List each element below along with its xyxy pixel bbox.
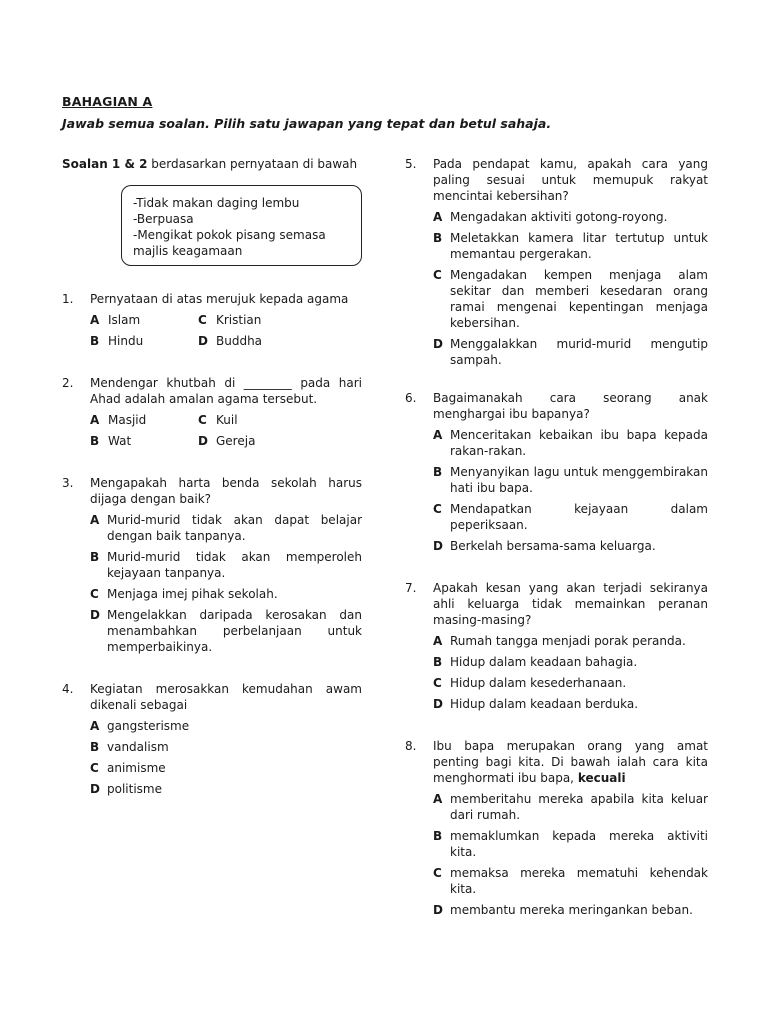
option-letter: B bbox=[90, 740, 100, 754]
option-letter: A bbox=[433, 634, 443, 648]
option-text: memaksa mereka mematuhi kehendak kita. bbox=[450, 866, 708, 896]
option bbox=[433, 654, 708, 670]
question-number: 5. bbox=[405, 157, 417, 171]
option-text: Wat bbox=[108, 434, 132, 448]
intro-line bbox=[62, 156, 362, 172]
question-6 bbox=[405, 390, 708, 554]
option bbox=[433, 209, 708, 225]
option-letter: C bbox=[433, 676, 442, 690]
question-4 bbox=[62, 681, 362, 797]
option bbox=[90, 549, 362, 581]
option-text: Menyanyikan lagu untuk menggembirakan hati ibu bapa. bbox=[450, 465, 708, 495]
question-2 bbox=[62, 375, 362, 449]
option-text: Menggalakkan murid-murid mengutip sampah. bbox=[450, 337, 708, 367]
option-letter: B bbox=[433, 655, 443, 669]
option-text: Murid-murid tidak akan dapat belajar dengan baik tanpanya. bbox=[107, 513, 362, 543]
option-text: Mengadakan aktiviti gotong-royong. bbox=[450, 210, 668, 224]
instruction-text: Jawab semua soalan. Pilih satu jawapan yang tepat dan betul sahaja. bbox=[62, 116, 552, 131]
question-number: 4. bbox=[62, 682, 74, 696]
option-letter: C bbox=[433, 866, 442, 880]
option-letter: B bbox=[90, 334, 100, 348]
option-text: Menjaga imej pihak sekolah. bbox=[107, 587, 278, 601]
option-text: membantu mereka meringankan beban. bbox=[450, 903, 693, 917]
option-text: Gereja bbox=[216, 434, 256, 448]
option-letter: B bbox=[433, 465, 443, 479]
option-letter: B bbox=[433, 829, 443, 843]
option-letter: B bbox=[433, 231, 443, 245]
question-number: 6. bbox=[405, 391, 417, 405]
option bbox=[433, 464, 708, 496]
option bbox=[433, 230, 708, 262]
option-letter: A bbox=[433, 792, 443, 806]
option-letter: B bbox=[90, 434, 100, 448]
option-text: Hidup dalam keadaan berduka. bbox=[450, 697, 639, 711]
option-text: Hidup dalam kesederhanaan. bbox=[450, 676, 627, 690]
statement-line: -Tidak makan daging lembu bbox=[133, 196, 300, 210]
option bbox=[433, 633, 708, 649]
option bbox=[90, 739, 362, 755]
option-text: Mengelakkan daripada kerosakan dan menambahkan perbelanjaan untuk memperbaikinya. bbox=[107, 608, 362, 654]
option-text: Kuil bbox=[216, 413, 238, 427]
option bbox=[90, 512, 362, 544]
option-text: animisme bbox=[107, 761, 166, 775]
option-letter: D bbox=[90, 608, 100, 622]
option-letter: C bbox=[433, 502, 442, 516]
question-number: 1. bbox=[62, 292, 74, 306]
option-letter: D bbox=[198, 434, 208, 448]
question-stem: Pada pendapat kamu, apakah cara yang paling sesuai untuk memupuk rakyat mencintai kebersihan? bbox=[433, 157, 708, 203]
option bbox=[433, 267, 708, 331]
option-text: Mengadakan kempen menjaga alam sekitar dan memberi kesedaran orang ramai mengenai kepentingan menjaga kebersihan. bbox=[450, 268, 708, 330]
option-letter: C bbox=[90, 761, 99, 775]
question-stem: Bagaimanakah cara seorang anak menghargai ibu bapanya? bbox=[433, 391, 708, 421]
option bbox=[90, 718, 362, 734]
option-letter: C bbox=[198, 413, 207, 427]
option-text: Menceritakan kebaikan ibu bapa kepada rakan-rakan. bbox=[450, 428, 708, 458]
question-8 bbox=[405, 738, 708, 918]
option-letter: C bbox=[198, 313, 207, 327]
option-text: Masjid bbox=[108, 413, 147, 427]
option bbox=[433, 501, 708, 533]
question-stem: Kegiatan merosakkan kemudahan awam dikenali sebagai bbox=[90, 682, 362, 712]
option-text: vandalism bbox=[107, 740, 169, 754]
question-stem bbox=[433, 738, 708, 786]
option-letter: D bbox=[90, 782, 100, 796]
option-letter: A bbox=[90, 413, 100, 427]
question-5 bbox=[405, 156, 708, 368]
option-letter: A bbox=[433, 428, 443, 442]
option-letter: D bbox=[433, 697, 443, 711]
question-1 bbox=[62, 291, 362, 349]
option-letter: D bbox=[433, 539, 443, 553]
option-letter: C bbox=[433, 268, 442, 282]
question-number: 3. bbox=[62, 476, 74, 490]
stem-keyword: kecuali bbox=[577, 771, 626, 785]
section-heading: BAHAGIAN A bbox=[62, 94, 153, 109]
question-stem: Mengapakah harta benda sekolah harus dijaga dengan baik? bbox=[90, 476, 362, 506]
option bbox=[433, 675, 708, 691]
question-number: 2. bbox=[62, 376, 74, 390]
left-column bbox=[62, 156, 362, 797]
option-letter: D bbox=[198, 334, 208, 348]
option bbox=[433, 336, 708, 368]
option bbox=[90, 586, 362, 602]
option-text: Meletakkan kamera litar tertutup untuk memantau pergerakan. bbox=[450, 231, 708, 261]
option-letter: A bbox=[90, 719, 100, 733]
statement-line: -Berpuasa bbox=[133, 212, 194, 226]
option-text: politisme bbox=[107, 782, 162, 796]
option-text: memaklumkan kepada mereka aktiviti kita. bbox=[450, 829, 708, 859]
option-letter: A bbox=[90, 313, 100, 327]
question-stem: Apakah kesan yang akan terjadi sekiranya ahli keluarga tidak memainkan peranan masing-masing? bbox=[433, 581, 708, 627]
intro-text: berdasarkan pernyataan di bawah bbox=[147, 157, 358, 171]
question-7 bbox=[405, 580, 708, 712]
right-column bbox=[405, 156, 708, 918]
option-grid bbox=[90, 412, 362, 449]
option bbox=[433, 427, 708, 459]
option-text: Buddha bbox=[216, 334, 263, 348]
option bbox=[433, 696, 708, 712]
statement-line: -Mengikat pokok pisang semasa majlis keagamaan bbox=[133, 228, 326, 258]
stem-text: Ibu bapa merupakan orang yang amat penting bagi kita. Di bawah ialah cara kita menghormati ibu bapa, bbox=[433, 739, 708, 785]
option-text: Mendapatkan kejayaan dalam peperiksaan. bbox=[450, 502, 708, 532]
question-stem: Pernyataan di atas merujuk kepada agama bbox=[90, 292, 349, 306]
option-letter: D bbox=[433, 903, 443, 917]
option-grid bbox=[90, 312, 362, 349]
option-text: gangsterisme bbox=[107, 719, 190, 733]
option bbox=[90, 760, 362, 776]
question-3 bbox=[62, 475, 362, 655]
option-text: Islam bbox=[108, 313, 141, 327]
question-number: 7. bbox=[405, 581, 417, 595]
option bbox=[90, 781, 362, 797]
option bbox=[433, 791, 708, 823]
option bbox=[90, 607, 362, 655]
option-text: Hidup dalam keadaan bahagia. bbox=[450, 655, 638, 669]
option-text: Kristian bbox=[216, 313, 262, 327]
option-text: Murid-murid tidak akan memperoleh kejayaan tanpanya. bbox=[107, 550, 362, 580]
question-stem: Mendengar khutbah di ________ pada hari Ahad adalah amalan agama tersebut. bbox=[90, 376, 362, 406]
option-text: Berkelah bersama-sama keluarga. bbox=[450, 539, 656, 553]
option-letter: B bbox=[90, 550, 100, 564]
statement-box bbox=[121, 185, 362, 266]
option-letter: D bbox=[433, 337, 443, 351]
option-letter: C bbox=[90, 587, 99, 601]
option bbox=[433, 828, 708, 860]
option-letter: A bbox=[90, 513, 100, 527]
option-text: Hindu bbox=[108, 334, 144, 348]
question-number: 8. bbox=[405, 739, 417, 753]
option-letter: A bbox=[433, 210, 443, 224]
option-text: memberitahu mereka apabila kita keluar dari rumah. bbox=[450, 792, 708, 822]
intro-label: Soalan 1 & 2 bbox=[62, 157, 148, 171]
option bbox=[433, 902, 708, 918]
option-text: Rumah tangga menjadi porak peranda. bbox=[450, 634, 686, 648]
option bbox=[433, 538, 708, 554]
option bbox=[433, 865, 708, 897]
